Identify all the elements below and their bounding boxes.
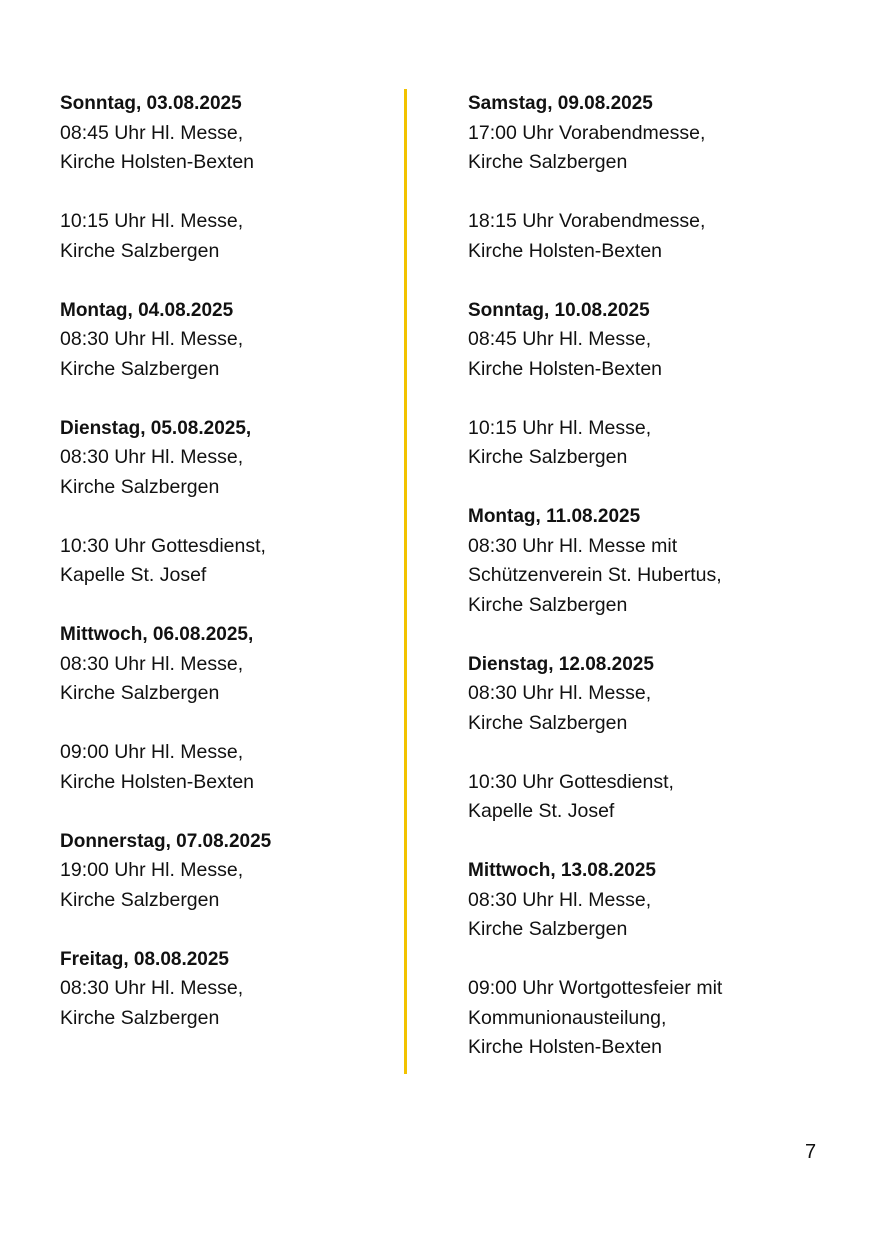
service-detail: Kapelle St. Josef <box>468 800 615 822</box>
day-heading: Donnerstag, 07.08.2025 <box>60 830 272 852</box>
service-time: 10:15 Uhr Hl. Messe, <box>468 416 652 439</box>
day-block <box>60 620 380 797</box>
day-block <box>60 945 380 1034</box>
service-entry <box>60 207 380 266</box>
day-heading: Sonntag, 10.08.2025 <box>468 299 650 321</box>
service-entry <box>60 856 380 915</box>
day-block <box>60 89 380 266</box>
service-entry <box>468 768 848 827</box>
day-heading: Samstag, 09.08.2025 <box>468 93 653 114</box>
service-entry <box>60 119 380 178</box>
service-detail: Kirche Holsten-Bexten <box>468 357 663 380</box>
service-detail: Kapelle St. Josef <box>60 564 207 586</box>
service-entry <box>60 738 380 797</box>
service-time: 08:45 Uhr Hl. Messe, <box>468 328 652 350</box>
service-entry <box>468 207 848 266</box>
service-detail: Kirche Salzbergen <box>60 1006 220 1029</box>
service-entry <box>60 443 380 502</box>
service-entry <box>60 325 380 384</box>
service-time: 08:30 Uhr Hl. Messe mit <box>468 534 678 557</box>
service-time: 10:15 Uhr Hl. Messe, <box>60 210 244 232</box>
service-time: 08:30 Uhr Hl. Messe, <box>468 888 652 911</box>
day-block <box>468 502 848 620</box>
service-entry <box>468 679 848 738</box>
service-time: 08:45 Uhr Hl. Messe, <box>60 121 244 144</box>
day-heading: Sonntag, 03.08.2025 <box>60 93 242 114</box>
service-entry <box>60 650 380 709</box>
service-time: 17:00 Uhr Vorabendmesse, <box>468 121 706 144</box>
service-detail: Kirche Holsten-Bexten <box>468 239 663 262</box>
service-time: 08:30 Uhr Hl. Messe, <box>468 682 652 704</box>
service-detail: Kirche Salzbergen <box>60 682 220 704</box>
day-block <box>60 414 380 591</box>
day-block <box>468 650 848 827</box>
service-detail: Kirche Holsten-Bexten <box>60 770 255 793</box>
service-detail: Kirche Holsten-Bexten <box>468 1036 663 1058</box>
day-block <box>468 856 848 1063</box>
service-detail: Kirche Salzbergen <box>468 151 628 173</box>
service-detail: Kirche Salzbergen <box>468 918 628 940</box>
day-block <box>468 89 848 266</box>
day-heading: Dienstag, 12.08.2025 <box>468 653 654 675</box>
schedule-left-column <box>60 89 380 1063</box>
day-heading: Montag, 04.08.2025 <box>60 299 234 321</box>
day-heading: Mittwoch, 13.08.2025 <box>468 860 656 881</box>
schedule-right-column <box>468 89 848 1092</box>
service-entry <box>468 974 848 1063</box>
service-entry <box>468 886 848 945</box>
service-time: 10:30 Uhr Gottesdienst, <box>60 534 266 557</box>
service-time: 18:15 Uhr Vorabendmesse, <box>468 210 706 232</box>
service-time: 08:30 Uhr Hl. Messe, <box>60 446 244 468</box>
service-entry <box>468 119 848 178</box>
service-entry <box>468 532 848 621</box>
service-entry <box>60 974 380 1033</box>
day-block <box>60 827 380 916</box>
service-detail: Schützenverein St. Hubertus, <box>468 564 722 586</box>
service-entry <box>468 325 848 384</box>
service-detail: Kommunionausteilung, <box>468 1006 667 1029</box>
service-detail: Kirche Salzbergen <box>60 239 220 262</box>
day-block <box>60 296 380 385</box>
service-time: 09:00 Uhr Hl. Messe, <box>60 741 244 763</box>
service-time: 08:30 Uhr Hl. Messe, <box>60 328 244 350</box>
day-heading: Montag, 11.08.2025 <box>468 506 641 527</box>
service-detail: Kirche Salzbergen <box>60 357 220 380</box>
service-time: 08:30 Uhr Hl. Messe, <box>60 652 244 675</box>
day-heading: Dienstag, 05.08.2025, <box>60 417 252 439</box>
service-detail: Kirche Salzbergen <box>60 888 220 911</box>
service-time: 08:30 Uhr Hl. Messe, <box>60 977 244 999</box>
day-heading: Mittwoch, 06.08.2025, <box>60 624 254 645</box>
service-entry <box>468 414 848 473</box>
service-entry <box>60 532 380 591</box>
column-divider <box>404 89 407 1074</box>
service-time: 19:00 Uhr Hl. Messe, <box>60 859 244 881</box>
service-detail: Kirche Holsten-Bexten <box>60 151 255 173</box>
day-heading: Freitag, 08.08.2025 <box>60 948 229 970</box>
service-detail: Kirche Salzbergen <box>468 593 628 616</box>
service-time: 09:00 Uhr Wortgottesfeier mit <box>468 977 723 999</box>
service-detail: Kirche Salzbergen <box>468 711 628 734</box>
service-detail: Kirche Salzbergen <box>468 446 628 468</box>
day-block <box>468 296 848 473</box>
service-time: 10:30 Uhr Gottesdienst, <box>468 770 674 793</box>
page-number: 7 <box>805 1141 817 1163</box>
service-detail: Kirche Salzbergen <box>60 475 220 498</box>
